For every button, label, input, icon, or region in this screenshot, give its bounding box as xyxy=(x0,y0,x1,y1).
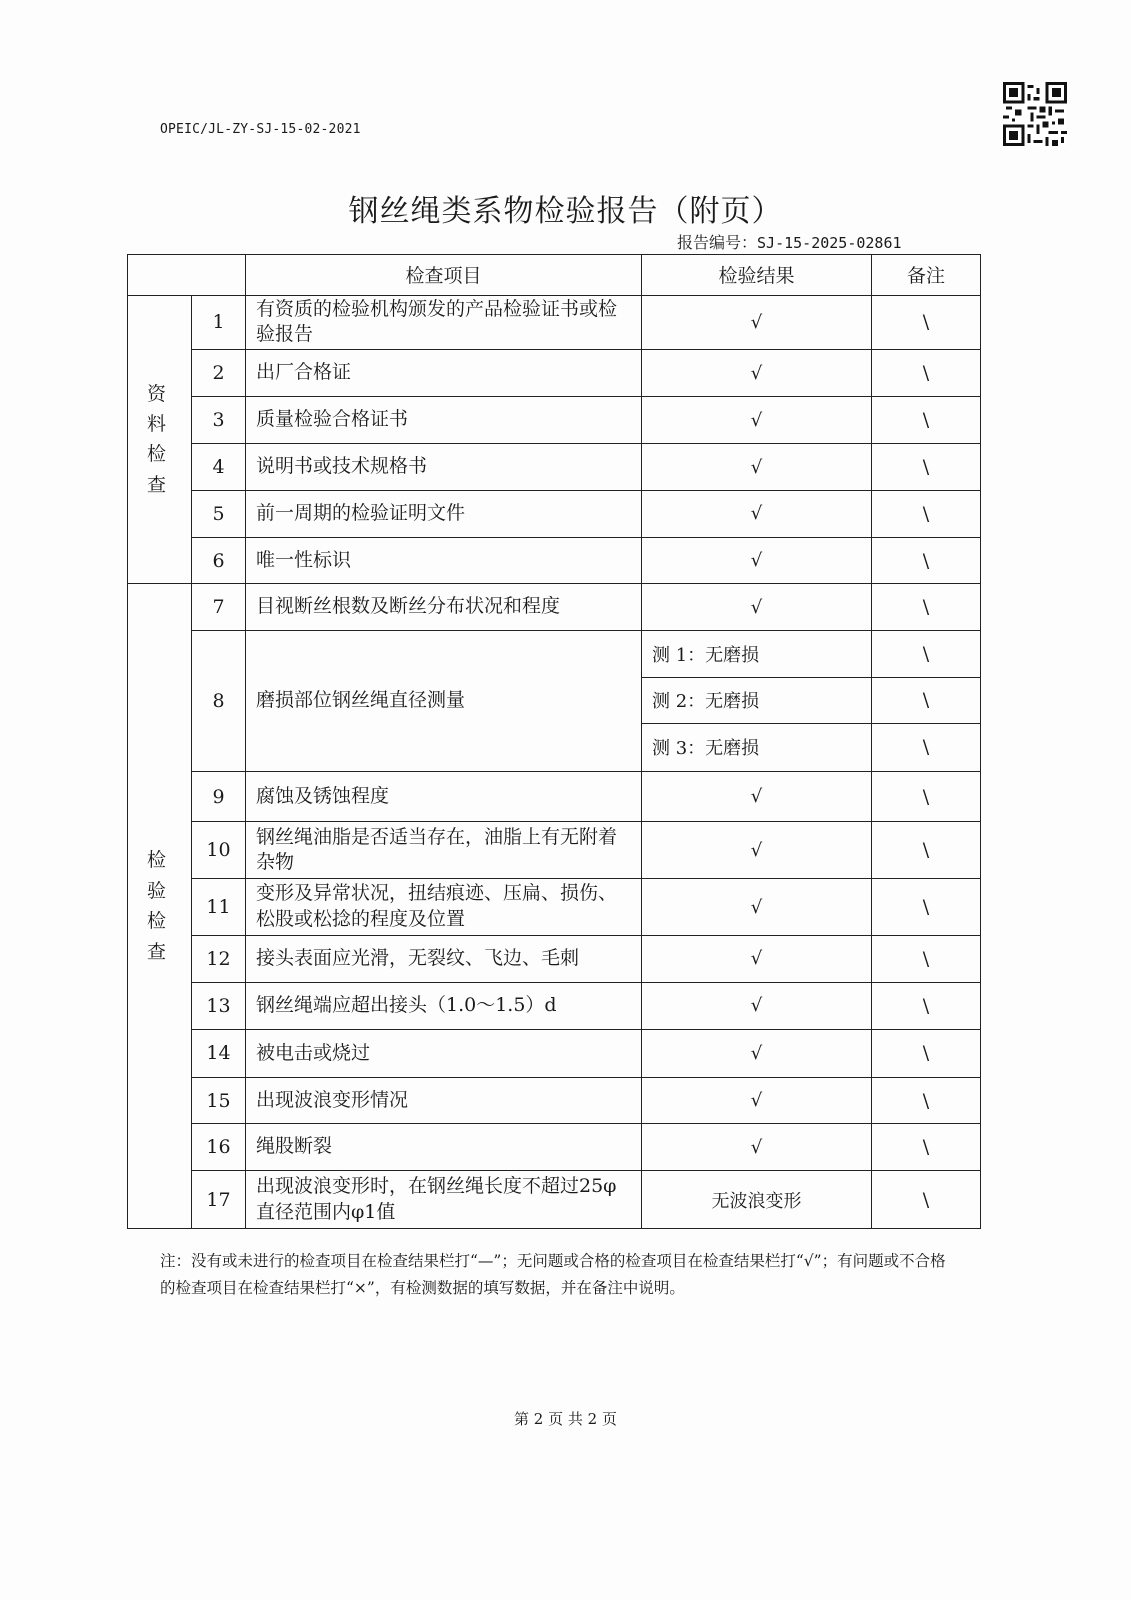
check-item: 被电击或烧过 xyxy=(246,1030,642,1078)
remark: \ xyxy=(872,491,981,538)
row-number: 15 xyxy=(192,1077,246,1124)
row-number: 14 xyxy=(192,1030,246,1078)
check-result: √ xyxy=(642,491,872,538)
table-row xyxy=(128,1124,981,1171)
table-row xyxy=(128,822,981,879)
page-number: 第 2 页 共 2 页 xyxy=(514,1410,617,1428)
remark: \ xyxy=(872,1077,981,1124)
remark: \ xyxy=(872,822,981,879)
table-row xyxy=(128,444,981,491)
remark: \ xyxy=(872,677,981,724)
check-item: 绳股断裂 xyxy=(246,1124,642,1171)
check-item: 前一周期的检验证明文件 xyxy=(246,491,642,538)
table-row xyxy=(128,771,981,822)
remark: \ xyxy=(872,724,981,772)
check-result: 无波浪变形 xyxy=(642,1171,872,1229)
row-number: 11 xyxy=(192,879,246,936)
check-result: √ xyxy=(642,396,872,444)
table-row xyxy=(128,350,981,397)
check-item: 接头表面应光滑，无裂纹、飞边、毛刺 xyxy=(246,935,642,982)
remark: \ xyxy=(872,396,981,444)
check-result: √ xyxy=(642,1077,872,1124)
check-result: √ xyxy=(642,982,872,1030)
remark: \ xyxy=(872,1171,981,1229)
check-result: √ xyxy=(642,537,872,584)
header-blank-cell xyxy=(128,255,246,296)
report-number-label: 报告编号： xyxy=(677,233,758,252)
remark: \ xyxy=(872,1030,981,1078)
row-number: 4 xyxy=(192,444,246,491)
check-item: 变形及异常状况，扭结痕迹、压扁、损伤、松股或松捻的程度及位置 xyxy=(246,879,642,936)
footnote: 注：没有或未进行的检查项目在检查结果栏打“—”；无问题或合格的检查项目在检查结果栏打“√”；有问题或不合格的检查项目在检查结果栏打“×”，有检测数据的填写数据，并在备注中说明。 xyxy=(160,1252,946,1298)
remark: \ xyxy=(872,935,981,982)
row-number: 3 xyxy=(192,396,246,444)
measurement-result: 测 2：无磨损 xyxy=(642,677,872,724)
col-header-item: 检查项目 xyxy=(246,255,642,296)
check-result: √ xyxy=(642,822,872,879)
remark: \ xyxy=(872,295,981,350)
row-number: 6 xyxy=(192,537,246,584)
remark: \ xyxy=(872,630,981,677)
remark: \ xyxy=(872,879,981,936)
row-number: 5 xyxy=(192,491,246,538)
measurement-result: 测 3：无磨损 xyxy=(642,724,872,772)
measurement-result: 测 1：无磨损 xyxy=(642,630,872,677)
row-number: 13 xyxy=(192,982,246,1030)
table-row xyxy=(128,396,981,444)
remark: \ xyxy=(872,771,981,822)
remark: \ xyxy=(872,584,981,631)
table-row xyxy=(128,584,981,631)
check-item: 钢丝绳端应超出接头（1.0～1.5）d xyxy=(246,982,642,1030)
check-item: 目视断丝根数及断丝分布状况和程度 xyxy=(246,584,642,631)
report-number-value: SJ-15-2025-02861 xyxy=(757,234,902,252)
check-result: √ xyxy=(642,1030,872,1078)
table-row xyxy=(128,537,981,584)
table-row xyxy=(128,879,981,936)
row-number: 8 xyxy=(192,630,246,771)
document-code: OPEIC/JL-ZY-SJ-15-02-2021 xyxy=(160,122,361,137)
check-item: 唯一性标识 xyxy=(246,537,642,584)
col-header-result: 检验结果 xyxy=(642,255,872,296)
row-number: 16 xyxy=(192,1124,246,1171)
table-header-row xyxy=(128,255,981,296)
row-number: 10 xyxy=(192,822,246,879)
check-result: √ xyxy=(642,879,872,936)
check-result: √ xyxy=(642,935,872,982)
check-result: √ xyxy=(642,584,872,631)
check-item: 出厂合格证 xyxy=(246,350,642,397)
check-result: √ xyxy=(642,444,872,491)
row-number: 1 xyxy=(192,295,246,350)
check-item: 说明书或技术规格书 xyxy=(246,444,642,491)
table-row xyxy=(128,982,981,1030)
check-item: 腐蚀及锈蚀程度 xyxy=(246,771,642,822)
table-row xyxy=(128,935,981,982)
table-row xyxy=(128,295,981,350)
check-item: 钢丝绳油脂是否适当存在，油脂上有无附着杂物 xyxy=(246,822,642,879)
check-item: 出现波浪变形情况 xyxy=(246,1077,642,1124)
row-number: 2 xyxy=(192,350,246,397)
check-result: √ xyxy=(642,350,872,397)
table-row xyxy=(128,630,981,677)
group-label-document-check: 资 料 检查 xyxy=(128,295,192,584)
remark: \ xyxy=(872,537,981,584)
check-result: √ xyxy=(642,295,872,350)
table-row xyxy=(128,1030,981,1078)
group-label-inspection-check: 检验 检查 xyxy=(128,584,192,1229)
remark: \ xyxy=(872,1124,981,1171)
table-row xyxy=(128,1077,981,1124)
col-header-remark: 备注 xyxy=(872,255,981,296)
check-item: 有资质的检验机构颁发的产品检验证书或检验报告 xyxy=(246,295,642,350)
check-result: √ xyxy=(642,771,872,822)
table-row xyxy=(128,1171,981,1229)
row-number: 17 xyxy=(192,1171,246,1229)
row-number: 9 xyxy=(192,771,246,822)
report-title: 钢丝绳类系物检验报告（附页） xyxy=(348,194,783,229)
qr-code-icon xyxy=(1003,82,1067,146)
remark: \ xyxy=(872,350,981,397)
check-item: 磨损部位钢丝绳直径测量 xyxy=(246,630,642,771)
check-result: √ xyxy=(642,1124,872,1171)
remark: \ xyxy=(872,982,981,1030)
inspection-table xyxy=(127,254,981,1229)
row-number: 12 xyxy=(192,935,246,982)
remark: \ xyxy=(872,444,981,491)
table-row xyxy=(128,491,981,538)
report-number xyxy=(677,230,902,253)
check-item: 出现波浪变形时，在钢丝绳长度不超过25φ直径范围内φ1值 xyxy=(246,1171,642,1229)
row-number: 7 xyxy=(192,584,246,631)
check-item: 质量检验合格证书 xyxy=(246,396,642,444)
